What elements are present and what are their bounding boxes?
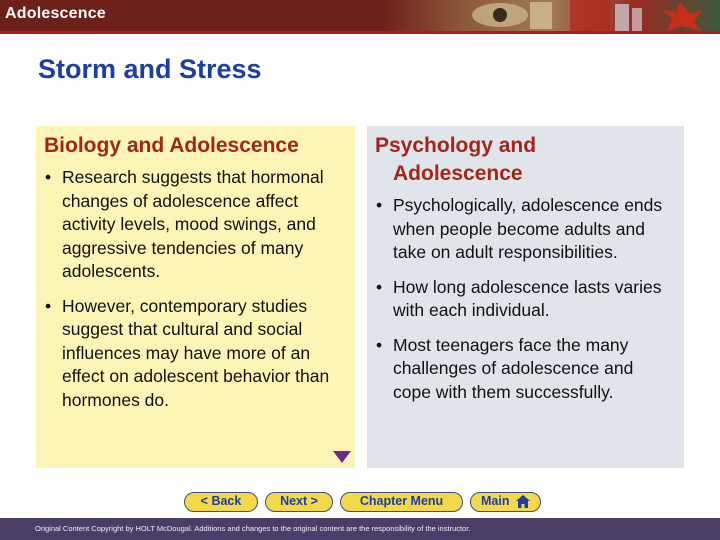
footer-bar: [0, 518, 720, 540]
biology-panel: [36, 126, 355, 468]
banner-collage-image: [380, 0, 720, 31]
footer-copyright: Original Content Copyright by HOLT McDougal. Additions and changes to the original content are the responsibility of the instructor.: [35, 524, 471, 533]
main-button-label: Main: [481, 494, 510, 508]
banner-divider: [0, 31, 720, 34]
main-button[interactable]: [470, 492, 541, 512]
next-button[interactable]: Next >: [265, 492, 333, 512]
biology-panel-heading: Biology and Adolescence: [44, 134, 299, 157]
list-item: • Research suggests that hormonal changes of adolescence affect activity levels, mood swings, and aggressive tendencies of many adolescents.: [44, 166, 347, 284]
psychology-panel: [367, 126, 684, 468]
psychology-heading-line2: Adolescence: [393, 162, 523, 185]
next-slide-arrow-icon[interactable]: [333, 451, 351, 463]
psychology-heading-line1: Psychology and: [375, 134, 537, 157]
chapter-menu-button[interactable]: Chapter Menu: [340, 492, 463, 512]
list-item: • Most teenagers face the many challenges of adolescence and cope with them successfully.: [375, 334, 674, 405]
list-item: • How long adolescence lasts varies with each individual.: [375, 276, 674, 323]
psychology-panel-heading: [375, 132, 674, 188]
psychology-bullet-list: [375, 194, 674, 404]
list-item: • Psychologically, adolescence ends when people become adults and take on adult responsibilities.: [375, 194, 674, 265]
header-banner: [0, 0, 720, 31]
banner-title: Adolescence: [5, 5, 106, 22]
slide-title: Storm and Stress: [38, 54, 262, 84]
back-button[interactable]: < Back: [184, 492, 258, 512]
home-icon: [516, 495, 530, 508]
biology-bullet-list: [44, 166, 347, 412]
list-item: • However, contemporary studies suggest that cultural and social influences may have more of an effect on adolescent behavior than hormones do.: [44, 295, 347, 413]
